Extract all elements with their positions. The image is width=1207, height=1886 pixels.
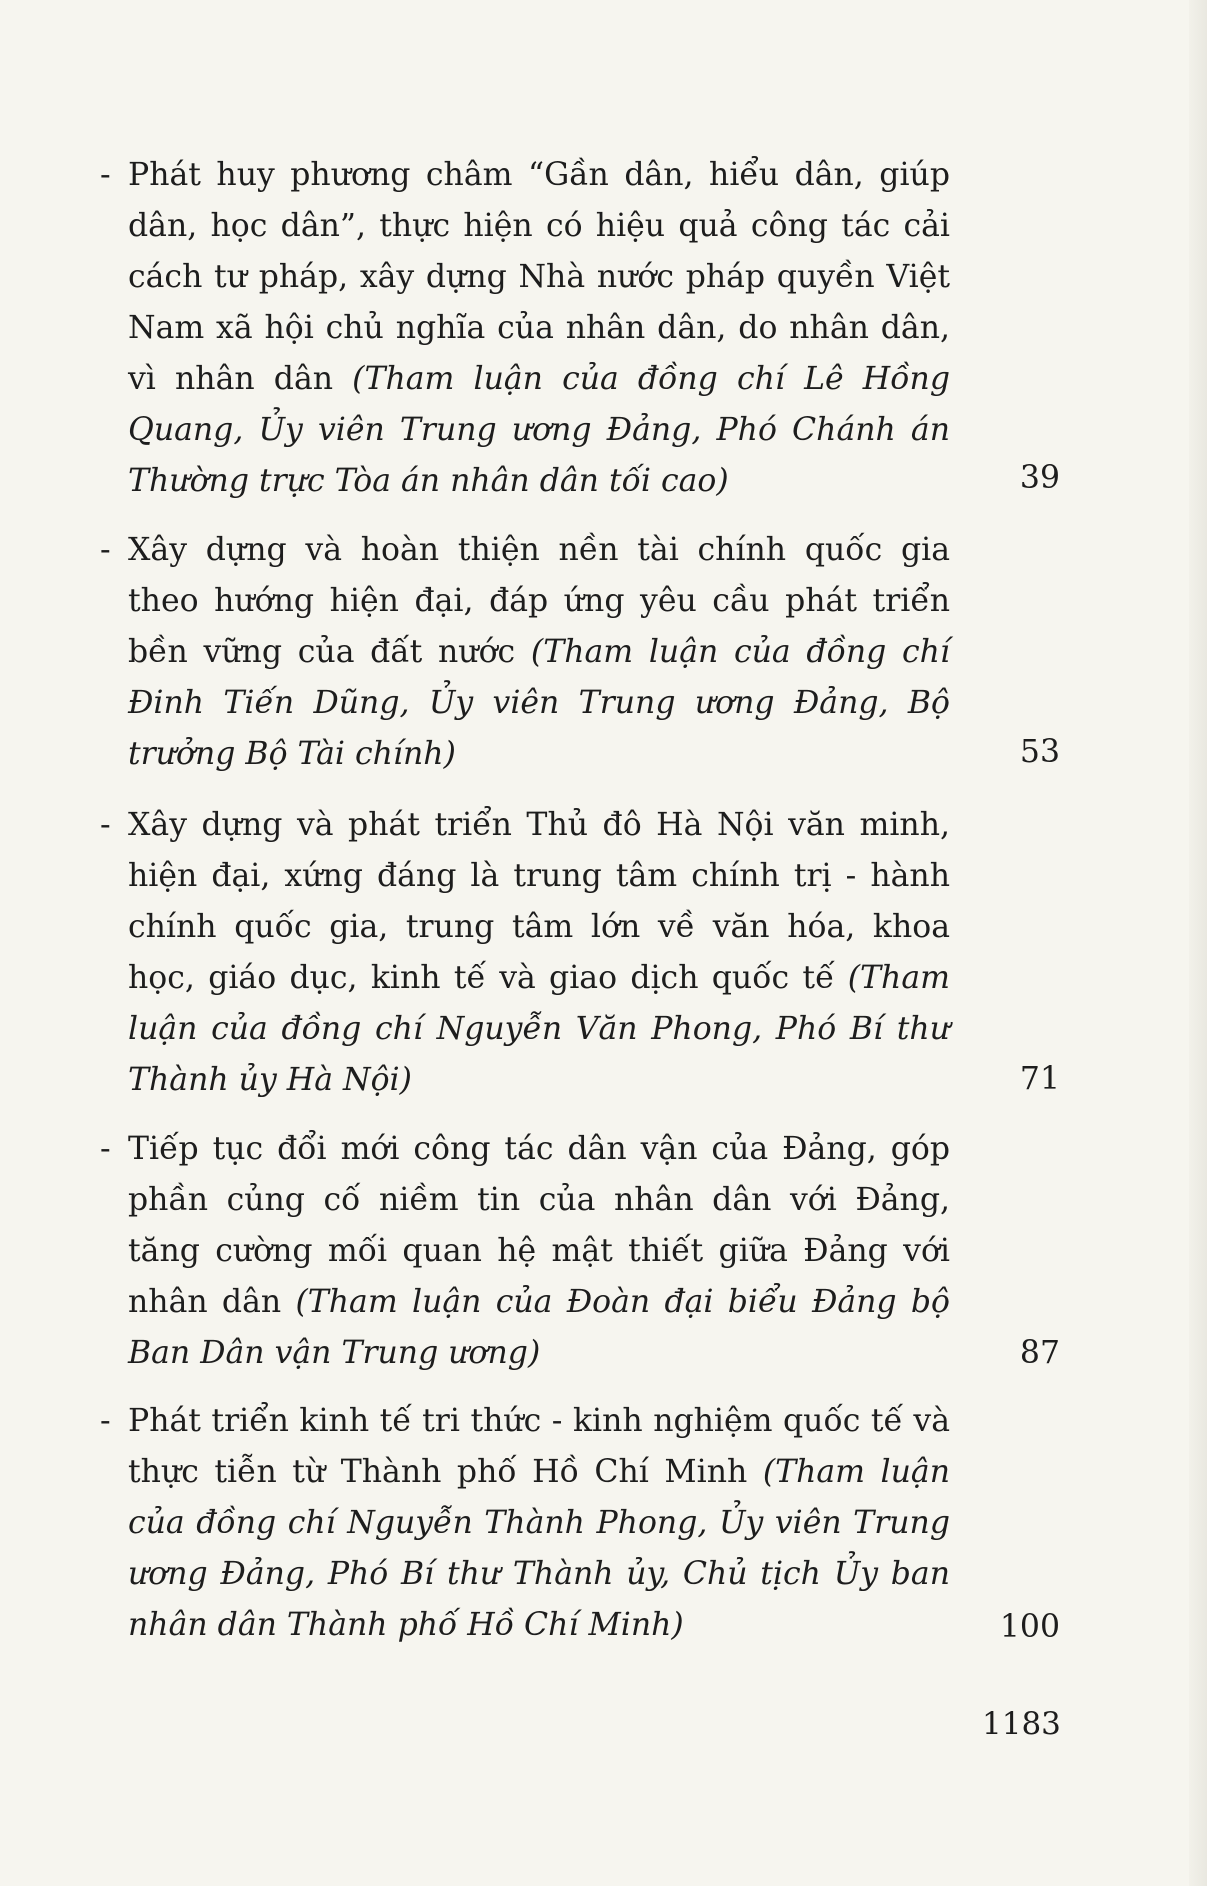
page-edge [1189,0,1207,1886]
entry-dash: - [100,807,111,843]
entry-title: Xây dựng và hoàn thiện nền tài chính quốc gia theo hướng hiện đại, đáp ứng yêu cầu phát triển bền vững của đất nước [128,532,950,670]
toc-entry [100,800,1060,1110]
entry-page-ref: 87 [1019,1335,1060,1371]
entry-dash: - [100,157,111,193]
entry-title: Tiếp tục đổi mới công tác dân vận của Đảng, góp phần củng cố niềm tin của nhân dân với Đảng, tăng cường mối quan hệ mật thiết giữa Đảng với nhân dân [128,1131,950,1320]
entry-source: (Tham luận của đồng chí Nguyễn Văn Phong, Phó Bí thư Thành ủy Hà Nội) [128,960,950,1098]
entry-page-ref: 100 [999,1609,1060,1645]
entry-source: (Tham luận của Đoàn đại biểu Đảng bộ Ban Dân vận Trung ương) [128,1284,951,1371]
entry-source: (Tham luận của đồng chí Đinh Tiến Dũng, Ủy viên Trung ương Đảng, Bộ trưởng Bộ Tài chính) [128,634,951,772]
entry-dash: - [100,1403,111,1439]
entry-title: Xây dựng và phát triển Thủ đô Hà Nội văn minh, hiện đại, xứng đáng là trung tâm chính trị - hành chính quốc gia, trung tâm lớn về văn hóa, khoa học, giáo dục, kinh tế và giao dịch quốc tế [128,807,950,996]
entry-page-ref: 71 [1019,1061,1060,1097]
entry-dash: - [100,532,111,568]
entry-text [128,800,950,1106]
entry-title: Phát huy phương châm “Gần dân, hiểu dân, giúp dân, học dân”, thực hiện có hiệu quả công tác cải cách tư pháp, xây dựng Nhà nước pháp quyền Việt Nam xã hội chủ nghĩa của nhân dân, do nhân dân, vì nhân dân [128,157,950,397]
toc-entry [100,150,1060,500]
entry-text [128,150,950,507]
toc-entry [100,525,1060,785]
toc-entry [100,1396,1060,1666]
entry-text [128,525,950,780]
entry-source: (Tham luận của đồng chí Lê Hồng Quang, Ủy viên Trung ương Đảng, Phó Chánh án Thường trực Tòa án nhân dân tối cao) [128,361,950,499]
entry-text [128,1396,950,1651]
entry-page-ref: 39 [1019,460,1060,496]
page-number: 1183 [982,1706,1061,1742]
toc-entry [100,1124,1060,1384]
entry-source: (Tham luận của đồng chí Nguyễn Thành Phong, Ủy viên Trung ương Đảng, Phó Bí thư Thành ủy, Chủ tịch Ủy ban nhân dân Thành phố Hồ Chí Minh) [128,1454,950,1643]
entry-text [128,1124,950,1379]
entry-title: Phát triển kinh tế tri thức - kinh nghiệm quốc tế và thực tiễn từ Thành phố Hồ Chí Minh [128,1403,950,1490]
entry-dash: - [100,1131,111,1167]
entry-page-ref: 53 [1019,734,1060,770]
